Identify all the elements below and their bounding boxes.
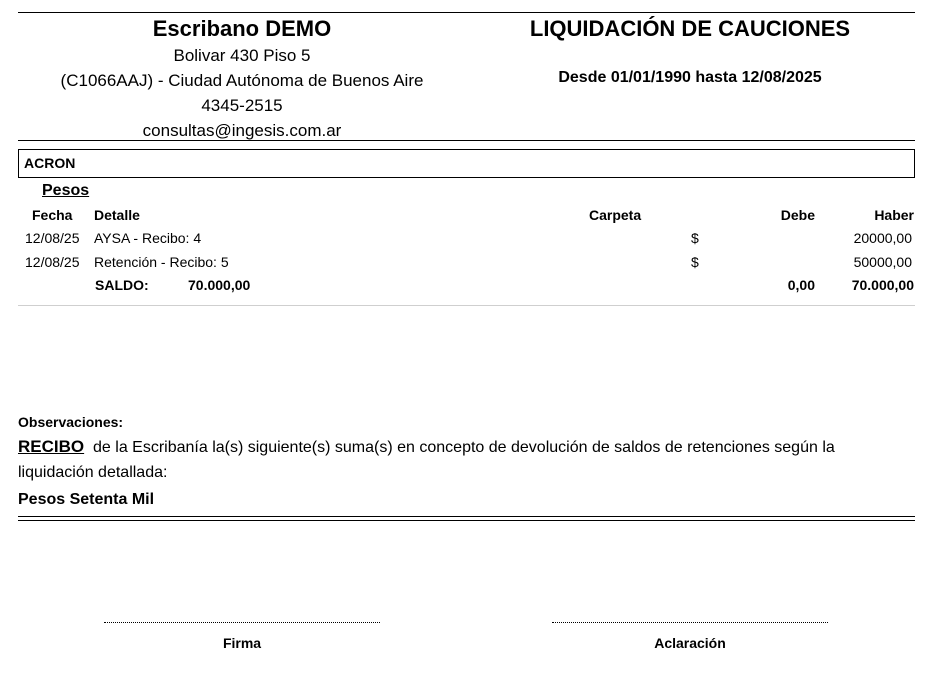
- client-name: ACRON: [24, 155, 76, 171]
- observations-label: Observaciones:: [18, 414, 124, 430]
- office-address-line1: Bolivar 430 Piso 5: [173, 46, 311, 65]
- client-box: [18, 149, 915, 178]
- row1-detalle: AYSA - Recibo: 4: [94, 230, 202, 246]
- aclaracion-line: [552, 622, 828, 623]
- aclaracion-label: Aclaración: [654, 635, 726, 651]
- row1-currency-symbol: $: [691, 230, 699, 246]
- double-rule-bottom: [18, 520, 915, 521]
- observations-text: de la Escribanía la(s) siguiente(s) suma(s) en concepto de devolución de saldos de retenciones según la liquidación detallada:: [18, 439, 835, 481]
- row2-currency-symbol: $: [691, 254, 699, 270]
- double-rule-top: [18, 516, 915, 517]
- saldo-amount: 70.000,00: [188, 277, 251, 293]
- office-prefix: Escribano: [152, 16, 260, 41]
- office-title: [18, 15, 466, 43]
- observations-paragraph: [18, 434, 888, 485]
- row2-fecha: 12/08/25: [25, 254, 80, 270]
- report-title: LIQUIDACIÓN DE CAUCIONES: [529, 16, 851, 41]
- top-rule: [18, 12, 915, 13]
- col-debe: Debe: [780, 207, 815, 223]
- recibo-word: RECIBO: [18, 437, 85, 456]
- col-detalle: Detalle: [94, 207, 140, 223]
- saldo-label: SALDO:: [95, 277, 149, 293]
- row1-fecha: 12/08/25: [25, 230, 80, 246]
- office-address-line2: (C1066AAJ) - Ciudad Autónoma de Buenos Aire: [60, 71, 424, 90]
- amount-in-words: Pesos Setenta Mil: [18, 491, 155, 508]
- saldo-haber-total: 70.000,00: [851, 277, 914, 293]
- table-end-rule: [18, 305, 915, 306]
- office-email: consultas@ingesis.com.ar: [142, 121, 342, 140]
- saldo-debe-total: 0,00: [787, 277, 815, 293]
- col-carpeta: Carpeta: [589, 207, 642, 223]
- firma-line: [104, 622, 380, 623]
- report-period: Desde 01/01/1990 hasta 12/08/2025: [558, 69, 822, 86]
- row2-detalle: Retención - Recibo: 5: [94, 254, 229, 270]
- office-name: DEMO: [265, 16, 332, 41]
- row1-haber: 20000,00: [853, 230, 912, 246]
- col-haber: Haber: [874, 207, 914, 223]
- office-phone: 4345-2515: [201, 96, 283, 115]
- col-fecha: Fecha: [32, 207, 73, 223]
- firma-label: Firma: [222, 635, 262, 651]
- office-header: [18, 15, 466, 143]
- header-rule: [18, 140, 915, 141]
- currency-heading: Pesos: [42, 182, 90, 199]
- row2-haber: 50000,00: [853, 254, 912, 270]
